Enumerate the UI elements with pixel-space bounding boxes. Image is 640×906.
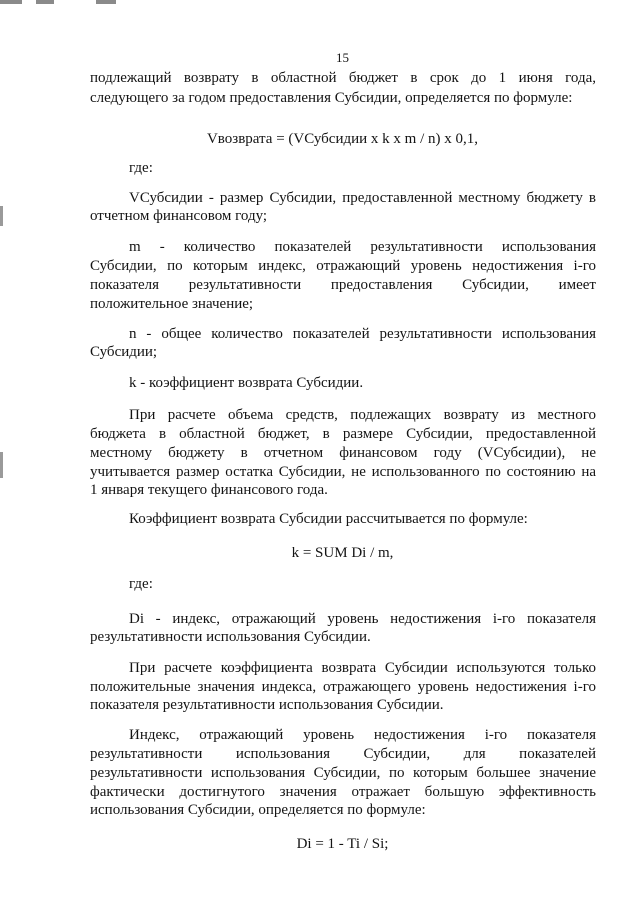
formula-index: Di = 1 - Ti / Si; — [296, 836, 389, 852]
scan-artifact-mark — [0, 0, 22, 4]
paragraph-line: бюджета в областной бюджет, в размере Субсидии, предоставленной — [90, 426, 596, 442]
paragraph-line: m - количество показателей результативности использования — [129, 239, 596, 255]
where-label: где: — [129, 160, 153, 176]
paragraph-line: показателя результативности использования Субсидии. — [90, 697, 444, 713]
paragraph-line: результативности использования Субсидии. — [90, 629, 371, 645]
paragraph-line: фактически достигнутого значения отражает большую эффективность — [90, 784, 596, 800]
paragraph-line: учитывается размер остатка Субсидии, не использованного по состоянию на — [90, 464, 596, 480]
paragraph-line: При расчете объема средств, подлежащих возврату из местного — [129, 407, 596, 423]
paragraph-line: положительные значения индекса, отражающего уровень недостижения i-го — [90, 679, 596, 695]
paragraph-line: Индекс, отражающий уровень недостижения i-го показателя — [129, 727, 596, 743]
scan-edge-mark — [0, 452, 3, 478]
paragraph-line: положительное значение; — [90, 296, 254, 312]
scan-edge-mark — [0, 206, 3, 226]
paragraph-line: результативности использования Субсидии, для показателей — [90, 746, 596, 762]
paragraph-line: результативности использования Субсидии, по которым большее значение — [90, 765, 596, 781]
paragraph-line: отчетном финансовом году; — [90, 208, 268, 224]
paragraph-line: Коэффициент возврата Субсидии рассчитывается по формуле: — [129, 511, 528, 527]
paragraph-line: При расчете коэффициента возврата Субсидии используются только — [129, 660, 596, 676]
paragraph-line: VСубсидии - размер Субсидии, предоставленной местному бюджету в — [129, 190, 596, 206]
scan-artifact-mark — [36, 0, 54, 4]
paragraph-line: Субсидии, по которым индекс, отражающий уровень недостижения i-го — [90, 258, 596, 274]
paragraph-line: следующего за годом предоставления Субсидии, определяется по формуле: — [90, 90, 573, 106]
scan-artifact-mark — [96, 0, 116, 4]
paragraph-line: показателя результативности предоставления Субсидии, имеет — [90, 277, 596, 293]
page-number: 15 — [336, 50, 349, 65]
paragraph-line: 1 января текущего финансового года. — [90, 482, 328, 498]
formula-volume-return: Vвозврата = (VСубсидии x k x m / n) x 0,1, — [206, 131, 479, 147]
where-label: где: — [129, 576, 153, 592]
paragraph-line: k - коэффициент возврата Субсидии. — [129, 375, 364, 391]
paragraph-line: использования Субсидии, определяется по формуле: — [90, 802, 426, 818]
paragraph-line: Субсидии; — [90, 344, 158, 360]
paragraph-line: подлежащий возврату в областной бюджет в срок до 1 июня года, — [90, 70, 596, 86]
formula-coefficient: k = SUM Di / m, — [291, 545, 394, 561]
paragraph-line: Di - индекс, отражающий уровень недостижения i-го показателя — [129, 611, 596, 627]
paragraph-line: n - общее количество показателей результативности использования — [129, 326, 596, 342]
paragraph-line: местному бюджету в отчетном финансовом году (VСубсидии), не — [90, 445, 596, 461]
